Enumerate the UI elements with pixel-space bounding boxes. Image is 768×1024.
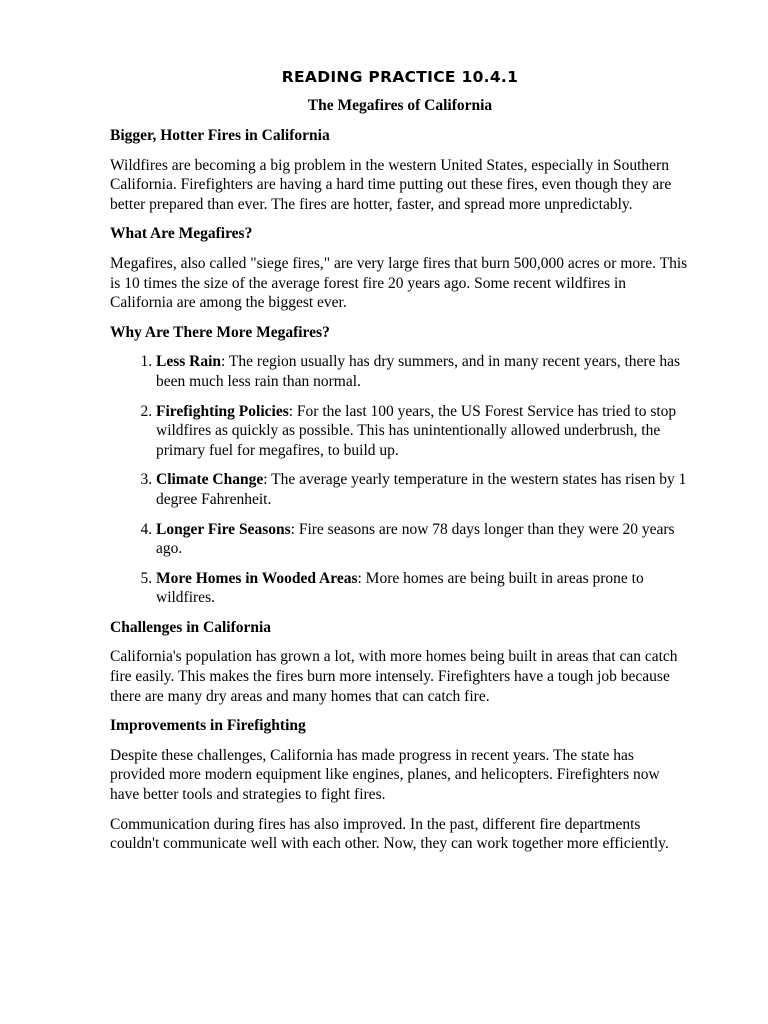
section-heading-challenges: Challenges in California [110,618,272,636]
document-page [110,66,690,864]
paragraph-bigger-hotter-fires: Wildfires are becoming a big problem in the western United States, especially in Southern California. Firefighters are having a hard time putting out these fires, even though they are better prepared than ever. The fires are hotter, faster, and spread more unpredictably. [110,156,672,213]
paragraph-improvements-1: Despite these challenges, California has made progress in recent years. The state has provided more modern equipment like engines, planes, and helicopters. Firefighters now have better tools and strategies to fight fires. [110,746,660,804]
list-item [156,470,690,509]
list-item [156,402,690,461]
list-item-text: : For the last 100 years, the US Forest Service has tried to stop wildfires as quickly as possible. This has unintentionally allowed underbrush, the primary fuel for megafires, to build up. [156,402,677,459]
list-item-text: : Fire seasons are now 78 days longer than they were 20 years ago. [156,520,675,558]
document-title: READING PRACTICE 10.4.1 [281,68,519,86]
document-subtitle: The Megafires of California [307,97,493,114]
section-heading-what-are-megafires: What Are Megafires? [110,225,253,243]
list-item-term: Firefighting Policies [156,402,289,420]
list-item-term: More Homes in Wooded Areas [156,569,358,587]
list-item-text: : More homes are being built in areas prone to wildfires. [156,569,644,607]
list-item-text: : The average yearly temperature in the western states has risen by 1 degree Fahrenheit. [156,471,687,508]
list-item-text: : The region usually has dry summers, and in many recent years, there has been much less rain than normal. [156,353,681,390]
list-item [156,520,690,559]
section-heading-bigger-hotter-fires: Bigger, Hotter Fires in California [110,127,330,144]
paragraph-what-are-megafires: Megafires, also called "siege fires," are very large fires that burn 500,000 acres or more. This is 10 times the size of the average forest fire 20 years ago. Some recent wildfires in California are among the biggest ever. [110,254,688,312]
list-item [156,569,690,608]
list-item-term: Less Rain [156,353,222,371]
list-item-term: Longer Fire Seasons [156,520,291,538]
list-item [156,352,690,391]
paragraph-challenges: California's population has grown a lot, with more homes being built in areas that can catch fire easily. This makes the fires burn more intensely. Firefighters have a tough job because there are many dry areas and many homes that can catch fire. [110,648,678,705]
section-heading-improvements: Improvements in Firefighting [110,717,306,735]
reasons-list [110,352,690,608]
paragraph-improvements-2: Communication during fires has also improved. In the past, different fire departments couldn't communicate well with each other. Now, they can work together more efficiently. [110,815,669,853]
section-heading-why-more-megafires: Why Are There More Megafires? [110,323,330,341]
list-item-term: Climate Change [156,471,264,489]
